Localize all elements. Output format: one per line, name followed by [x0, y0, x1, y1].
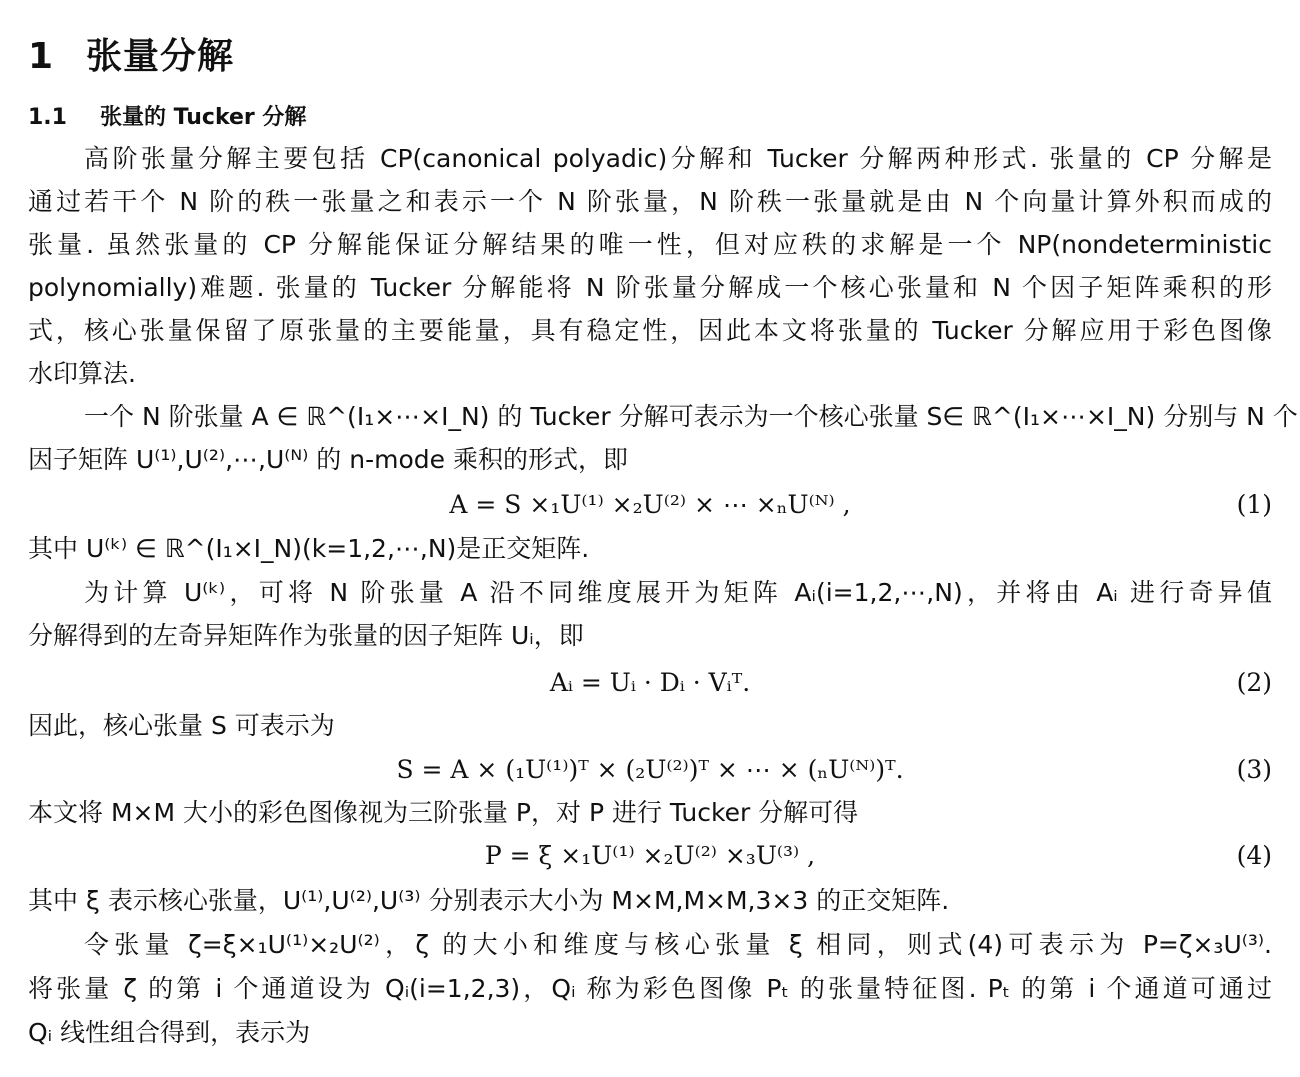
- text-line: polynomially)难题. 张量的 Tucker 分解能将 N 阶张量分解成一个核心张量和 N 个因子矩阵乘积的形: [28, 273, 1272, 302]
- text-line: 张量. 虽然张量的 CP 分解能保证分解结果的唯一性，但对应秩的求解是一个 NP(nondeterministic: [28, 230, 1272, 259]
- equation-body: P = ξ ×₁U⁽¹⁾ ×₂U⁽²⁾ ×₃U⁽³⁾ ,: [484, 841, 816, 870]
- text-line: 因此，核心张量 S 可表示为: [28, 711, 335, 740]
- text-line: 式，核心张量保留了原张量的主要能量，具有稳定性，因此本文将张量的 Tucker 分解应用于彩色图像: [28, 316, 1272, 345]
- text-line: 令张量 ζ=ξ×₁U⁽¹⁾×₂U⁽²⁾，ζ 的大小和维度与核心张量 ξ 相同，则式(4)可表示为 P=ζ×₃U⁽³⁾.: [84, 930, 1272, 959]
- text-line: 一个 N 阶张量 A ∈ ℝ^(I₁×⋯×I_N) 的 Tucker 分解可表示为一个核心张量 S∈ ℝ^(I₁×⋯×I_N) 分别与 N 个: [84, 402, 1298, 431]
- subsection-title: 张量的 Tucker 分解: [100, 105, 307, 130]
- equation-number: (2): [1236, 668, 1272, 697]
- subsection-heading: [28, 100, 306, 131]
- text-line: 高阶张量分解主要包括 CP(canonical polyadic)分解和 Tucker 分解两种形式. 张量的 CP 分解是: [84, 144, 1272, 173]
- equation-number: (4): [1236, 841, 1272, 870]
- text-line: 其中 U⁽ᵏ⁾ ∈ ℝ^(I₁×I_N)(k=1,2,⋯,N)是正交矩阵.: [28, 534, 590, 563]
- text-line: 分解得到的左奇异矩阵作为张量的因子矩阵 Uᵢ，即: [28, 621, 584, 650]
- equation-number: (1): [1236, 490, 1272, 519]
- section-title: 张量分解: [86, 36, 235, 77]
- equation-number: (3): [1236, 755, 1272, 784]
- text-line: 通过若干个 N 阶的秩一张量之和表示一个 N 阶张量，N 阶秩一张量就是由 N 个向量计算外积而成的: [28, 187, 1272, 216]
- section-heading: [28, 28, 234, 79]
- text-line: 将张量 ζ 的第 i 个通道设为 Qᵢ(i=1,2,3)，Qᵢ 称为彩色图像 Pₜ 的张量特征图. Pₜ 的第 i 个通道可通过: [28, 974, 1272, 1003]
- text-line: Qᵢ 线性组合得到，表示为: [28, 1018, 311, 1047]
- equation-body: S = A × (₁U⁽¹⁾)ᵀ × (₂U⁽²⁾)ᵀ × ⋯ × (ₙU⁽ᴺ⁾)ᵀ.: [396, 755, 904, 784]
- text-line: 本文将 M×M 大小的彩色图像视为三阶张量 P，对 P 进行 Tucker 分解可得: [28, 798, 859, 827]
- text-line: 其中 ξ 表示核心张量，U⁽¹⁾,U⁽²⁾,U⁽³⁾ 分别表示大小为 M×M,M×M,3×3 的正交矩阵.: [28, 886, 950, 915]
- text-line: 水印算法.: [28, 359, 136, 388]
- equation-body: Aᵢ = Uᵢ · Dᵢ · Vᵢᵀ.: [549, 668, 751, 697]
- text-line: 为计算 U⁽ᵏ⁾，可将 N 阶张量 A 沿不同维度展开为矩阵 Aᵢ(i=1,2,⋯,N)，并将由 Aᵢ 进行奇异值: [84, 578, 1272, 607]
- section-number: 1: [28, 36, 55, 77]
- subsection-number: 1.1: [28, 105, 67, 130]
- text-line: 因子矩阵 U⁽¹⁾,U⁽²⁾,⋯,U⁽ᴺ⁾ 的 n-mode 乘积的形式，即: [28, 445, 628, 474]
- equation-body: A = S ×₁U⁽¹⁾ ×₂U⁽²⁾ × ⋯ ×ₙU⁽ᴺ⁾ ,: [449, 490, 851, 519]
